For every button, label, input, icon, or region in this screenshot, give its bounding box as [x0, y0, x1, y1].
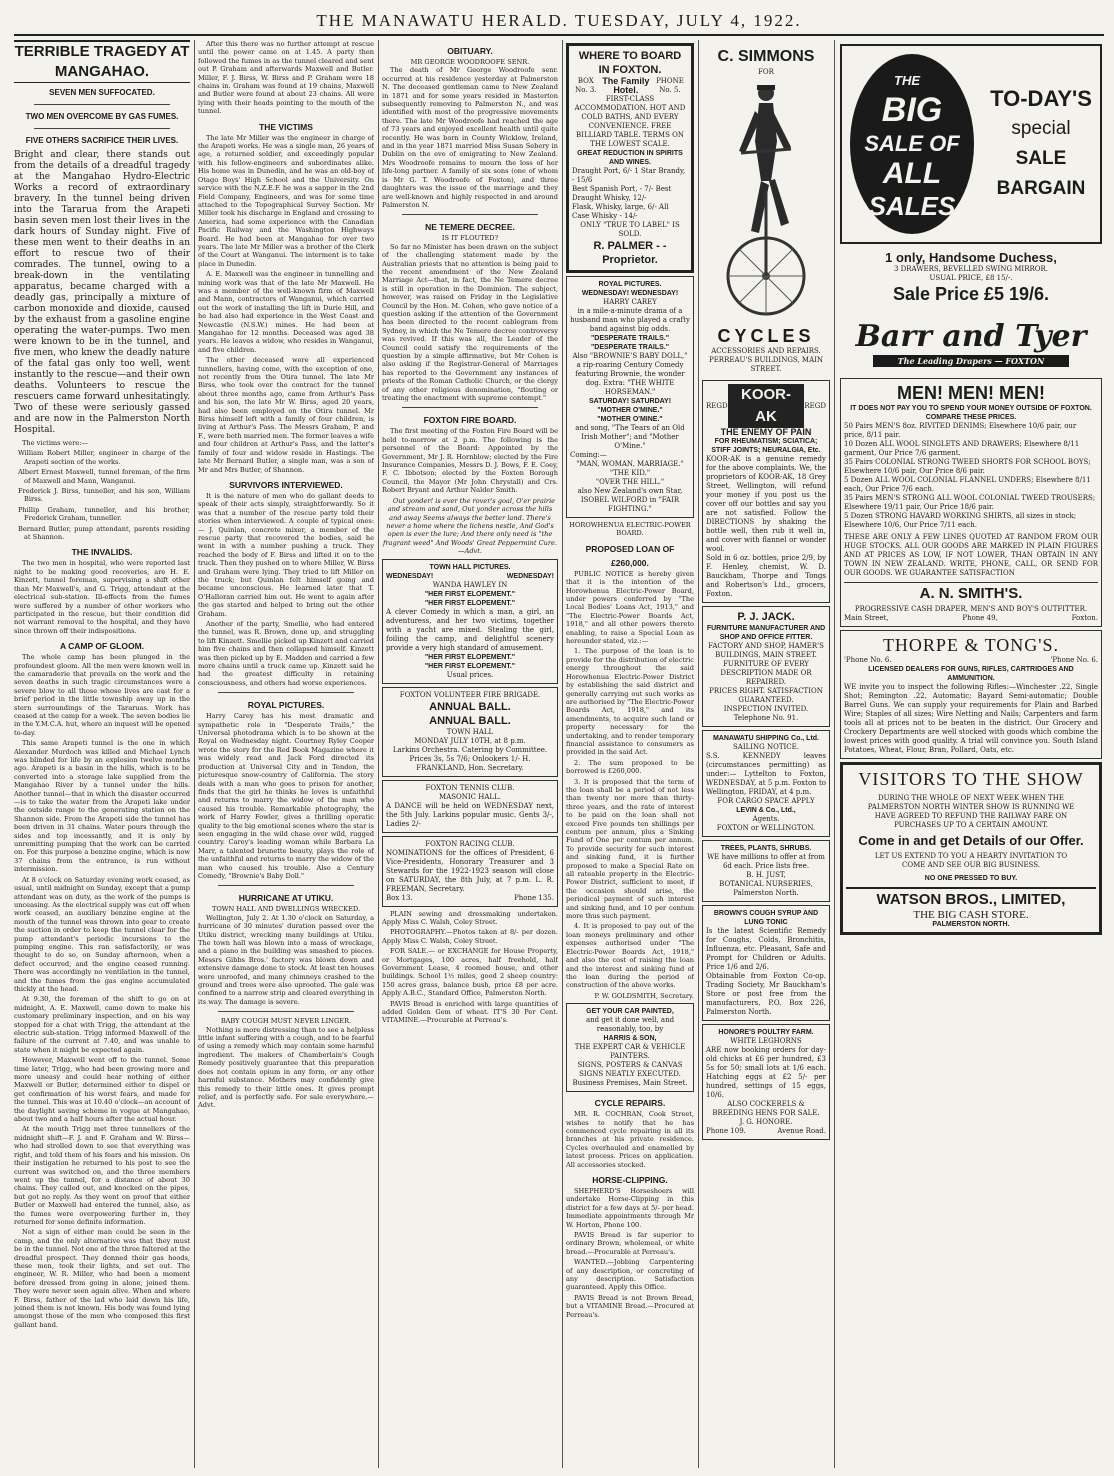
ad-body: LET US EXTEND TO YOU A HEARTY INVITATION TO COME AND SEE OUR BIG BUSINESS.	[874, 852, 1068, 869]
ad-film-title: "HER FIRST ELOPEMENT."	[424, 599, 516, 607]
simmons-cycles-ad	[702, 43, 830, 377]
royal-pictures-ad	[566, 276, 694, 518]
paragraph: Harry Carey has his most dramatic and sympathetic role in "Desperate Trails," the Universal photodrama which is to be shown at the Royal on Wednesday night. Courtney Ryley Cooper wrote the story for the Red Book Magazine where it was widely read and Jack Ford directed its production at Universal City and in Tendon, the picturesque snow-country of California. The story deals with a man who goes to prison for another, finds that the girl he thinks he loves is unfaithful and returns to marry the widow of the man who caused his trouble. Remarkable photography, the work of Harry Fowler, gives a thrilling operatic quality to the big emotional scenes where the star is seen engaging in the wild chase over wild, rugged country. Carey's leading woman while Barbara La Marr, a talented brunette beauty, plays the role of the unfaithful and returns to marry the widow of the man who caused his trouble. Also a Century Comedy, "Brownie's Baby Doll."	[198, 712, 374, 880]
ad-heading: TREES, PLANTS, SHRUBS.	[720, 845, 812, 852]
paragraph: At 9.30, the foreman of the shift to go on at midnight, A. E. Maxwell, came down to make his customary preliminary inspection, and on his way stopped for a chat with Trigg, the attendant at the electric sub-station. Trigg informed Maxwell of the failure of the current at 7.40, and was unable to state when it might be expected again.	[14, 995, 190, 1054]
big-sale-emblem-icon	[845, 47, 979, 241]
ad-address: Main Street,	[844, 614, 889, 622]
ad-body: INSPECTION INVITED.	[723, 705, 809, 713]
ad-subheading: LICENSED DEALERS FOR GUNS, RIFLES, CARTRIDGES AND AMMUNITION.	[868, 666, 1074, 682]
paragraph: However, Maxwell went off to the tunnel. Some time later, Trigg, who had been growing more and more uneasy and could hear nothing of either Maxwell or Butler, determined either to dispel or get confirmation of his worst fears, and made for the tunnel. This was at 10.40 o'clock—an account of the daylight saving scheme in vogue at Mangahao, about two and a half hours after the actual hour.	[14, 1056, 190, 1124]
ad-body: THE EXPERT CAR & VEHICLE PAINTERS.	[574, 1043, 686, 1061]
ad-venue: MASONIC HALL.	[439, 792, 501, 801]
subhead: SEVEN MEN SUFFOCATED.	[49, 88, 155, 97]
section-heading: SURVIVORS INTERVIEWED.	[229, 479, 343, 490]
ad-body: WE have millions to offer at from 6d each. Price lists free.	[707, 853, 825, 870]
ad-address: Avenue Road.	[777, 1127, 826, 1135]
ad-mark: REGD	[804, 401, 826, 410]
ad-star: WANDA HAWLEY IN	[432, 580, 508, 589]
classified-ad: PAVIS Bread is enriched with large quantities of added Golden Gem of wheat. IT'S 30 Per Cent. VITAMINE.—Procurable at Perreau's.	[382, 999, 558, 1025]
ad-body: Larkins Orchestra. Catering by Committee. Prices 3s, 5s 7/6; Onlookers 1/- H. FRANKLAND, Hon. Secretary.	[392, 745, 548, 772]
ad-name: P. J. JACK.	[737, 611, 795, 623]
notice-subheading: PROPOSED LOAN OF £260,000.	[585, 543, 675, 568]
paragraph: After this there was no further attempt at rescue until the power came on at 1.45. A party then followed the fumes in as the tunnel cleared and sent out P. Graham and afterwards Maxwell and Butler. Miller, F. J. Birss, W. Birss and P. Graham were 18 chains in. Graham was found at 19 chains, Maxwell and Butler were found at about 23 chains. All were lying with their heads pointing to the mouth of the tunnel.	[198, 40, 374, 116]
ad-body: Also "BROWNIE'S BABY DOLL," a rip-roaring Century Comedy featuring Brownie, the wonder dog. Extra: "THE WHITE HORSEMAN."	[572, 352, 688, 396]
column-4	[566, 40, 694, 1468]
big-sale-banner	[840, 44, 1102, 244]
ad-body: THESE ARE ONLY A FEW LINES QUOTED AT RANDOM FROM OUR HUGE STOCKS. ALL OUR GOODS ARE MARKED IN PLAIN FIGURES AND AT PRICES AS LOW, IF NOT LOWER, THAN OBTAIN IN ANY TOWN IN NEW ZEALAND. WRITE, PHONE, CALL, OR SEND FOR OUR GOODS. WE GUARANTEE SATISFACTION	[844, 533, 1098, 577]
ad-subheading: FOR RHEUMATISM; SCIATICA; STIFF JOINTS; NEURALGIA, Etc.	[711, 438, 821, 454]
ad-film-title: "HER FIRST ELOPEMENT."	[424, 590, 516, 598]
men-clothing-ad	[840, 378, 1102, 627]
ad-phone: PHONE No. 5.	[656, 77, 684, 94]
section-heading: THE VICTIMS	[259, 121, 313, 132]
paragraph: Nothing is more distressing than to see a helpless little infant suffering with a cough, and to be fearful of using a remedy which may contain some harmful ingredient. The makers of Chamberlain's Cough Remedy positively guarantee that this preparation does not contain opium in any form, or any other harmful substance. Mothers may confidently give this remedy to their little ones. It gives prompt relief, and is perfectly safe. For sale everywhere.—Advt.	[198, 1025, 374, 1110]
ad-day: WEDNESDAY! WEDNESDAY!	[581, 290, 679, 297]
ad-heading: FOXTON RACING CLUB.	[425, 839, 515, 848]
ad-box: BOX No. 3.	[575, 77, 597, 94]
ad-heading: MEN! MEN! MEN!	[897, 383, 1045, 403]
big-sale-the: THE	[894, 73, 920, 88]
big-sale-all: ALL	[882, 157, 942, 190]
ad-subheading: SAILING NOTICE.	[733, 743, 799, 751]
paragraph: The victims were:—	[22, 439, 89, 447]
ad-body: FURNITURE OF EVERY DESCRIPTION MADE OR REPAIRED.	[720, 660, 812, 686]
price-line: 35 Pairs MEN'S STRONG ALL WOOL COLONIAL TWEED TROUSERS; Elsewhere 19/11 pair, Our Price 18/6 pair.	[844, 494, 1096, 511]
ad-body: SIGNS, POSTERS & CANVAS SIGNS NEATLY EXECUTED.	[577, 1061, 683, 1079]
column-1	[14, 40, 190, 1468]
ad-subheading: GREAT REDUCTION IN SPIRITS AND WINES.	[577, 150, 683, 166]
section-heading: FOXTON FIRE BOARD.	[423, 415, 517, 426]
town-hall-pictures-ad	[382, 559, 558, 684]
bargain-label: BARGAIN	[996, 178, 1086, 199]
ad-note: ONLY "TRUE TO LABEL" IS SOLD.	[580, 221, 680, 238]
price-line: 5 Dozen STRONG HAVARD WORKING SHIRTS, all sizes in stock; Elsewhere 10/6, Our Price 7/11 each.	[844, 512, 1077, 529]
todays-label: TO-DAY'S	[990, 86, 1092, 111]
price-line: 10 Dozen ALL WOOL SINGLETS AND DRAWERS; Elsewhere 8/11 garment, Our Price 7/6 garment.	[844, 440, 1080, 457]
paragraph: The two men in hospital, who were reported last night to be making good recoveries, are H. E. Kinzett, tunnel foreman, supervising a shift other than Mr Maxwell's, and G. Trigg, attendant at the electrical sub-station. Ill-effects from the fumes were suffered by a number of other workers who participated in the rescue, but their condition did not warrant removal to the hospital, and they have since thrown off their indispositions.	[14, 559, 190, 635]
ad-film-title: "MOTHER O'MINE."	[597, 407, 663, 414]
ad-day: WEDNESDAY!	[506, 572, 554, 580]
ad-phone: Telephone No. 91.	[733, 714, 799, 722]
ad-body: FOR	[758, 68, 774, 76]
paragraph: This same Arapeti tunnel is the one in which Alexander Murdoch was killed and Michael Lynch was blinded for life by an explosion twelve months ago. Arapeti is a basin in the hills, which is to be converted into a storage lake supplied from the Mangahao River by a tunnel under the hills. Another tunnel—that in which the disaster occurred—is to take the water from the Arapeti lake under the outside range to the generating station on the Shannon side. From the Arapeti side the tunnel has been driven in 31 chains. Water pours through the sides and top incessantly, and it is only by unremitting pumping that the work can be carried on. For this purpose a benzine engine, which is now 37 chains from the entrance, is run without intermission.	[14, 739, 190, 874]
classified-ad: PAVIS Bread is not Brown Bread, but a VITAMINE Bread.—Procured at Perreau's.	[566, 1293, 694, 1319]
classified-ad: PAVIS Bread is far superior to ordinary Brown, wholemeal, or white bread.—Procurable at Perreau's.	[566, 1231, 694, 1256]
special-label: special	[1011, 118, 1071, 139]
ad-heading: GET YOUR CAR PAINTED,	[586, 1008, 674, 1016]
ad-star: HARRY CAREY	[603, 298, 657, 306]
ad-name: HARRIS & SON,	[603, 1035, 657, 1043]
ad-body: Agents.	[752, 815, 780, 823]
ad-address: PERREAU'S BUILDINGS, MAIN STREET.	[708, 356, 824, 373]
price-line: 50 Pairs MEN'S 8oz. RIVITED DENIMS; Elsewhere 10/6 pair, our price, 8/11 pair.	[844, 422, 1077, 439]
classified-ad: SHEPHERD'S Horseshoers will undertake Horse-Clipping in this district for a few days at 5/- per head. Immediate appointments through Mr W. Horton, Phone 100.	[566, 1186, 694, 1229]
family-hotel-ad	[566, 43, 694, 273]
ad-name: WATSON BROS., LIMITED,	[846, 887, 1096, 911]
classified-ad: WANTED.—Jobbing Carpentering of any description, or concreting of any description. Satisfaction guaranteed. Apply this Office.	[566, 1258, 694, 1292]
ad-body: S.S. KENNEDY leaves (circumstances permitting) as under:— Lyttelton to Foxton, WEDNESDAY, at 5 p.m. Foxton to Wellington, FRIDAY, at 4 p.m.	[706, 752, 826, 796]
paragraph: It is the nature of men who do gallant deeds to speak of their acts simply, straightforwardly. So it was that a number of the rescue party told their stories when interviewed. A couple of typical ones:— J. Quinlan, concrete mixer, a member of the rescue party that recovered the bodies, said he went in with a number pushing a truck. They reached the body of F. Birss and lifted it on to the truck. Then they pushed on to where Miller, W. Birss and Graham were lying. They tried to lift Miller on the truck; but Quinlan felt himself going and became unconscious. He learned later that T. O'Halloran carried him out. He went to again after the gas started and helped to bring out the other Graham.	[198, 491, 374, 618]
duchess-offer	[840, 248, 1102, 308]
ad-heading: WHERE TO BOARD IN FOXTON.	[578, 50, 682, 76]
ad-phone: 'Phone No. 6.	[1050, 656, 1098, 664]
tennis-club-ad	[382, 780, 558, 833]
poultry-farm-ad	[702, 1024, 830, 1140]
price-line: 35 Pairs COLONIAL STRONG TWEED SHORTS FOR SCHOOL BOYS; Elsewhere 10/6 pair, Our Price 8/6 pair.	[844, 458, 1091, 475]
ad-name: J. G. HONORE.	[739, 1118, 793, 1126]
ad-body: ARE now booking orders for day-old chicks at £6 per hundred, £3 5s for 50; small lots at 1/6 each. Hatching eggs at £2 5/- per hundred, settings of 15 eggs, 10/6.	[706, 1046, 826, 1099]
ad-heading: FOXTON TENNIS CLUB.	[425, 783, 515, 792]
ad-box: Box 13.	[386, 893, 413, 902]
notice-item: 1. The purpose of the loan is to provide for the distribution of electric energy throughout the said Horowhenua Electric-Power District by establishing the said district and generally carrying out such works as are authorised by "The Electric-Power Boards Act, 1918," and its amendments, to acquire such land or property necessary for the undertaking, and to render temporary financial assistance to consumers as provided in the said Act.	[566, 647, 694, 757]
column-3	[382, 40, 558, 1468]
ad-film-title: "MOTHER O'MINE."	[597, 416, 663, 423]
ad-name: LEVIN & Co., Ltd.,	[736, 807, 796, 814]
ad-day: WEDNESDAY!	[386, 572, 434, 580]
ad-body: and get it done well, and reasonably, too, by	[585, 1016, 675, 1034]
ad-town: Foxton.	[1071, 614, 1098, 622]
ad-body: and song, "The Tears of an Old Irish Mother"; and "Mother O'Mine."	[575, 424, 685, 450]
paragraph: The whole camp has been plunged in the profoundest gloom. All the men were known well in the camaraderie that prevails on the work and the seven deaths in such tragic circumstances were a severe blow to all those whose lives are cast for a brief period in the little township away up in the stern surroundings of the Tararuas. Work has ceased at the camp for a week. The seven bodies lie in the Y.M.C.A. hut, where an inquest will be opened to-day.	[14, 653, 190, 737]
ad-heading: MANAWATU SHIPPING Co., Ltd.	[712, 735, 820, 742]
thorpe-tongs-ad	[840, 630, 1102, 759]
visitors-show-ad	[840, 762, 1102, 935]
ad-venue: TOWN HALL	[446, 727, 494, 736]
big-sale-big: BIG	[881, 91, 943, 129]
section-heading: NE TEMERE DECREE.	[425, 222, 515, 233]
victim-entry: Bernard Butler, pump attendant, parents residing at Shannon.	[18, 524, 190, 542]
big-sale-sale-of: SALE OF	[864, 131, 960, 156]
ad-name: B. H. JUST,	[746, 871, 786, 879]
paragraph: The death of Mr George Woodroofe senr. occurred at his residence yesterday at Palmerston N. The deceased gentleman came to New Zealand in 1871 and for some years resided in Masterton subsequently removing to Palmerston N., and was identified with most of the progressive movements there. The late Mr Woodroofe had reached the age of 73 years and enjoyed excellent health until quite recently. He was born in County Wicklow, Ireland, and in the year 1871 married Miss Susan Sebery in Dublin on the eve of emigrating to New Zealand. Mrs Woodroofe remains to mourn the loss of her life-long partner. A family of six sons (one of whom is Mr G. T. Woodroofe of Foxton), and three daughters was the issue of the marriage and they are well-known and highly respected in and around Palmerston N.	[382, 66, 558, 209]
nursery-ad	[702, 840, 830, 902]
paragraph: The first meeting of the Foxton Fire Board will be held to-morrow at 2 p.m. The following is the personnel of the Board: Appointed by the Government, Mr J. R. Hornblow; elected by the Fire Insurance Companies, Messrs D. J. Bows, F. E. Coey, F. C. Ibbotson; elected by the Foxton Borough Council, the Mayor (Mr John Chrystall) and Crs. Robert Bryant and Arthur Nalder Smith.	[382, 427, 558, 495]
paragraph: At 8 o'clock on Saturday evening work ceased, as usual, until midnight on Sunday, except that a pump attendant was on duty, as the work of the pumps is unceasing. As the electrical supply was cut off when work ceased, an auxiliary benzine engine at the mouth of the tunnel was thrown into gear to create the suction in order to keep the tunnel clear for the pump attendant's periodic incursions to the pumping engine. This ran satisfactorily, or was thought to do so, on Sunday afternoon, when a defect occurred, and the engine ceased running. There was accordingly no ventilation in the tunnel, and the fumes from the gas engine accumulated thickly at the head.	[14, 875, 190, 993]
ad-tagline: THE ENEMY OF PAIN	[720, 427, 812, 437]
ad-body: NOMINATIONS for the offices of President, 6 Vice-Presidents, Honorary Treasurer and 3 Stewards for the 1922-1923 season will close on SATURDAY, the 8th July, at 7 p.m. L. R. FREEMAN, Secretary.	[386, 848, 554, 893]
subhead: TWO MEN OVERCOME BY GAS FUMES.	[25, 112, 179, 121]
lead-paragraph: Bright and clear, there stands out from the details of a dreadful tragedy at the Mangahao Hydro-Electric Works a record of extraordinary bravery. In the tunnel being driven into the Tararua from the Arapeti basin seven men lost their lives in the dark hours of Sunday night. Five of these men went to their deaths in an effort to rescue two of their comrades. The tunnel, owing to a break-down in the ventilating apparatus, became charged with a deadly gas, principally a mixture of carbon monoxide and dioxide, caused by the exhaust from a gasoline engine operating the water-pumps. Two men were known to be in the tunnel, and five men, who knew the deadly nature of the fatal gas only too well, went instantly to the rescue—and their own deaths. Volunteers to rescue the rescuers came forward unhesitatingly. Two of these were seriously gassed and are now in the Palmerston North Hospital.	[14, 150, 190, 435]
ad-phone: Phone 49,	[962, 614, 998, 622]
ad-phone: Phone 135.	[514, 893, 554, 902]
ad-day: SATURDAY! SATURDAY!	[588, 398, 672, 405]
poem: Out yonder! is ever the rover's goal, O'er prairie and stream and sand, Out yonder across the hills and away Seems always the better land. There's never a home where the lichens nestle, And God's open is ever the lure; And there only need is "the fragrant weed" And Woods' Great Peppermint Cure.—Advt.	[382, 496, 558, 556]
ad-film-title: "HER FIRST ELOPEMENT."	[424, 653, 516, 661]
todays-bargain	[982, 46, 1100, 242]
ad-name: C. SIMMONS	[717, 48, 815, 65]
barr-tyer-logo	[840, 316, 1102, 370]
notice-item: 3. It is proposed that the term of the loan shall be a period of not less than twenty nor more than thirty-three years, and the rate of interest to be paid on the loan shall not exceed Five pounds ten shillings per centum per annum, plus a Sinking Fund of One per centum per annum. To provide security for such interest and sinking fund, it is further proposed to make a Special Rate on all rateable property in the Electric-Power District, sufficient to meet, if the occasion should arise, the periodical payment of such interest and sinking fund, and 10 per centum more thus such payment.	[566, 777, 694, 921]
paragraph: At the mouth Trigg met three tunnellers of the midnight shift—F. J. and F. Graham and W. Birss—who had strolled down to see that everything was right, and told them of his fears and his mission. On their instigation he returned to his post to see the current was switched on, and the three members went up the tunnel, for a distance of about 30 chains. They called out, and knocked on the pipes, but got no reply. As they went on proof that either Butler or Maxwell had entered the tunnel, also, as the fumes were overpowering further in, they returned for some definite information.	[14, 1125, 190, 1226]
column-6	[840, 40, 1102, 1468]
price-line: Draught Port, 6/- 1 Star Brandy, - 15/6	[572, 167, 686, 184]
ad-heading: FOXTON VOLUNTEER FIRE BRIGADE.	[399, 690, 541, 699]
ad-body: KOOR-AK is a genuine remedy for the above complaints. We, the proprietors of KOOR-AK, 18 Grey Street, Wellington, will refund your money if you post us the cover off our bottles and say you are not satisfied. Follow the DIRECTIONS by shaking the bottle well, then rub it well in, and cover with flannel or wonder wool.	[706, 455, 826, 553]
ad-body: FOXTON or WELLINGTON.	[716, 824, 816, 832]
notice-paragraph: PUBLIC NOTICE is hereby given that it is the intention of the Horowhenua Electric-Power Board, under powers conferred by "The Local Bodies' Loans Act, 1913," and "The Electric-Power Boards Act, 1918," and all other powers thereto enabling, to raise a Special Loan as hereunder stated, viz.:—	[566, 569, 694, 646]
sale-label: SALE	[1015, 148, 1067, 169]
brand-name: KOOR-AK	[728, 384, 805, 428]
classified-ad: MR. R. COCHRAN, Cook Street, wishes to notify that he has commenced cycle repairing in all its branches at his private residence. Cycles overhauled and enamelled by latest process. Prices on application. All accessories stocked.	[566, 1110, 694, 1169]
ad-heading: BROWN'S COUGH SYRUP AND LUNG TONIC	[713, 910, 819, 926]
ad-heading: TOWN HALL PICTURES.	[429, 563, 511, 571]
ad-film-title: "DESPERATE TRAILS."	[590, 344, 670, 351]
ad-body: WE invite you to inspect the following Rifles:—Winchester .22, Single Shot; Remington .22, Automatic; Bayard Semi-automatic; Double Barrel Guns. We can supply your requirements for Plain and Barbed Wire; Staples of all sizes; Wire Netting and Nails; Carpenters and farm tools all at prices not to be beaten in the district. Our Grocery and Crockery Departments are well stocked with goods which combine the lowest prices with good quality. A trial will convince you. South Island Potatoes, Wheat, Flour, Bran, Pollard, Oats, etc.	[844, 683, 1098, 754]
ad-coming: Coming:—	[570, 451, 607, 459]
section-heading: ROYAL PICTURES.	[247, 700, 325, 711]
shipping-ad	[702, 730, 830, 837]
victim-entry: Frederick J. Birss, tunneller, and his son, William Birss.	[18, 487, 190, 504]
ad-body: in a mile-a-minute drama of a husband man who played a crafty band against big odds.	[570, 307, 690, 333]
victim-entry: Albert Ernest Maxwell, tunnel foreman, of the firm of Maxwell and Mann, Wanganui.	[18, 468, 190, 485]
paragraph: Wellington, July 2. At 1.30 o'clock on Saturday, a hurricane of 30 minutes' duration passed over the Utiku district, wrecking many buildings at Utiku. The town hall was blown into a mass of wreckage, and a piano in the building was smashed to pieces. Messrs Gibbs Bros.' factory was blown down and extensive damage done to stock. At least ten houses were unroofed, and many chimneys crashed to the ground and trees were also uprooted. The gale was confined to a narrow strip and cleared everything in its way. The damage is severe.	[198, 913, 374, 1006]
ad-phone: Phone 109.	[706, 1127, 746, 1135]
barr-tyer-name: Barr and Tyer	[855, 319, 1087, 354]
big-sale-sales: SALES	[868, 191, 956, 221]
ad-body: FOR CARGO SPACE APPLY	[717, 797, 815, 805]
subhead: IS IT FLOUTED?	[441, 234, 499, 243]
column-5	[702, 40, 830, 1468]
subhead: MR GEORGE WOODROOFE SENR.	[410, 58, 530, 66]
ad-name: A. N. SMITH'S.	[844, 582, 1098, 605]
ad-body: PROGRESSIVE CASH DRAPER, MEN'S AND BOY'S OUTFITTER.	[854, 605, 1088, 613]
ad-film-title: "HER FIRST ELOPEMENT."	[424, 662, 516, 670]
cyclist-illustration-icon	[711, 81, 821, 321]
ad-note: NO ONE PRESSED TO BUY.	[924, 875, 1018, 882]
price-line: Best Spanish Port, - 7/- Best Draught Whisky, 12/-	[572, 185, 672, 202]
ad-heading: VISITORS TO THE SHOW	[858, 769, 1084, 789]
ad-title: ANNUAL BALL.	[429, 714, 511, 727]
paragraph: So far no Minister has been drawn on the subject of the challenging statement made by the Australian priests that no attention is being paid to the recent amendment of the New Zealand Marriage Act—that, in fact, the Ne Temere decree is still in operation in the Dominion. The subject, however, was raised on Friday in the Legislative Council by the Hon. M. Cohen, who gave notice of a question asking if the attention of the Government has been directed to the recent cablegram from Sydney, in which the Ne Temere decree controversy was revived. If this was all, the Leader of the Council could satisfy the requirements of the question by a simple affirmative, but Mr Cohen is also asking if the Registrar-General of Marriages has reported to the Government any instances of priests of the Roman Catholic Church, or the clergy of any other religious denomination, "flouting or treating the enactment with supreme contempt."	[382, 242, 558, 403]
masthead: THE MANAWATU HERALD. TUESDAY, JULY 4, 1922.	[14, 8, 1104, 36]
fire-brigade-ball-ad	[382, 687, 558, 777]
paragraph: The late Mr Miller was the engineer in charge of the Arapeti works. He was a single man, 26 years of age, a returned soldier, and exceedingly popular with his fellow-engineers and subordinates alike. His home was in Dunedin, and he was an old-boy of Otago Boys' High School and the University. On service with the N.Z.E.F. he was a sapper in the 2nd Field Company, Engineers, and was for some time attached to the Topographical Survey Section. Mr Miller took his discharge in England and crossing to America, had some experience with the Canadian Pacific Railway and the Washington Highways Board. He had been at Mangahao for over two years. The late Mr Miller was a brother of the Clerk of the Court at Wanganui. The interment is to take place in Dunedin.	[198, 133, 374, 268]
section-heading: CYCLE REPAIRS.	[594, 1098, 666, 1109]
racing-club-ad	[382, 836, 558, 907]
ad-subheading: FURNITURE MANUFACTURER AND SHOP AND OFFICE FITTER.	[706, 625, 826, 641]
ad-film-title: "DESPERATE TRAILS."	[590, 335, 670, 342]
ad-body: DURING THE WHOLE OF NEXT WEEK WHEN THE PALMERSTON NORTH WINTER SHOW IS RUNNING WE HAVE AGREED TO REFUND THE RAILWAY FARE ON PURCHASES UP TO A CERTAIN AMOUNT.	[867, 794, 1075, 829]
paragraph: Another of the party, Smellie, who had entered the tunnel, was R. Brown, done up, and struggling to lift Kinzett. Smellie picked up Kinzett and carried him five chains and then collapsed himself. Kinzett was then picked up by E. Madden and carried a few more chains until a truck came up. Kinzett said he had the greatest difficulty in retaining consciousness, and others had worse experiences.	[198, 620, 374, 687]
ad-body: PRICES RIGHT. SATISFACTION GUARANTEED.	[709, 687, 823, 704]
big-sale-roundel	[842, 46, 982, 242]
ad-name: THORPE & TONG'S.	[882, 635, 1060, 655]
ad-phone: 'Phone No. 6.	[844, 656, 892, 664]
section-heading: OBITUARY.	[447, 46, 493, 56]
koorak-ad	[702, 380, 830, 603]
ad-heading: HONORE'S POULTRY FARM.	[718, 1029, 814, 1036]
ad-callout: Come in and get Details of our Offer.	[858, 833, 1084, 848]
price-line: 5 Dozen ALL WOOL COLONIAL FLANNEL UNDERS; Elsewhere 8/11 each, Our Price 7/6 each.	[844, 476, 1091, 493]
ad-body: THE BIG CASH STORE.	[913, 909, 1029, 921]
ad-prices: Usual prices.	[446, 670, 494, 679]
ad-coming-item: "THE KID."	[609, 469, 651, 477]
ad-body: A DANCE will be held on WEDNESDAY next, the 5th July. Larkins popular music. Gents 3/-, Ladies 2/-	[386, 801, 554, 828]
ad-coming-item: "OVER THE HILL."	[595, 478, 665, 486]
ad-date: MONDAY JULY 10TH, at 8 p.m.	[414, 736, 526, 745]
classified-ad: PLAIN sewing and dressmaking undertaken. Apply Miss C. Walsh, Coley Street.	[382, 909, 558, 926]
ad-address: Business Premises, Main Street.	[572, 1079, 688, 1088]
notice-item: 2. The sum proposed to be borrowed is £260,000.	[566, 758, 694, 776]
ad-mark: REGD	[706, 401, 728, 410]
notice-item: 4. It is proposed to pay out of the loan moneys preliminary and other expenses authorised under "The Electric-Power Boards Act, 1918," and also the cost of raising the loan and the interest and sinking fund of the loan during the period of construction of the above works.	[566, 922, 694, 990]
subhead: FIVE OTHERS SACRIFICE THEIR LIVES.	[25, 136, 179, 145]
ad-title: CYCLES	[717, 326, 815, 346]
section-heading: A CAMP OF GLOOM.	[59, 641, 145, 652]
ad-body: FIRST-CLASS ACCOMMODATION. HOT AND COLD BATHS, AND EVERY CONVENIENCE. FREE BILLIARD TABLE. TERMS ON THE LOWEST SCALE.	[574, 95, 686, 148]
harris-son-ad	[566, 1003, 694, 1092]
proprietor: R. PALMER - - Proprietor.	[593, 240, 667, 266]
classified-ad: PHOTOGRAPHY.—Photos taken at 8/- per dozen. Apply Miss C. Walsh, Coley Street.	[382, 928, 558, 945]
ad-body: Sold in 6 oz. bottles, price 2/9, by F. Henley, chemist, W. D. Bauckham, Thorpe and Tongs and Robertson's Ltd., grocers, Foxton.	[706, 554, 826, 598]
ad-title: ANNUAL BALL.	[429, 700, 511, 713]
cough-syrup-ad	[702, 905, 830, 1021]
offer-title: 1 only, Handsome Duchess,	[885, 250, 1057, 265]
section-heading: THE INVALIDS.	[71, 547, 133, 558]
ad-body: A clever Comedy in which a man, a girl, an adventuress, and her two victims, together with a yacht are mixed. Stealing the girl, foiling the camp, and delightful scenery provide a very high standard of amusement.	[386, 607, 554, 652]
pj-jack-ad	[702, 606, 830, 727]
ad-town: PALMERSTON NORTH.	[932, 921, 1010, 928]
ad-subheading: WHITE LEGHORNS	[730, 1037, 802, 1045]
section-heading: HURRICANE AT UTIKU.	[238, 893, 334, 904]
ad-coming-item: "MAN, WOMAN, MARRIAGE."	[576, 460, 684, 468]
price-line: Flask, Whisky, large, 6/- All Case Whisky - 14/-	[572, 203, 669, 220]
notice-heading: HOROWHENUA ELECTRIC-POWER BOARD.	[569, 521, 691, 538]
paragraph: A. E. Maxwell was the engineer in tunnelling and mining work was that of the late Mr Maxwell. He was a member of the well-known firm of Maxwell and Mann, contractors of Wanganui, which carried out the work of installing the lift in Durie Hill, and he had also had experience in the West Coast and Newcastle (N.S.W.) mines. He had been at Mangahao for 12 months. Deceased was aged 38 years. He leaves a widow, who resides in Wanganui, and five children.	[198, 270, 374, 354]
offer-desc: 3 DRAWERS, BEVELLED SWING MIRROR.	[894, 265, 1048, 273]
section-heading: BABY COUGH MUST NEVER LINGER.	[220, 1017, 352, 1026]
offer-sale-price: Sale Price £5 19/6.	[892, 284, 1050, 304]
paragraph: Not a sign of either man could be seen in the camp, and the only alternative was that they must be in the tunnel. Not one of the three faltered at the dreadful prospect. They donned their gas hoods, these men, took their lights, and set out. The engineer, W. R. Miller, who had been a moment before dressed from going in alone, joined them. They were never seen again alive. When and where F. Birss, father of the lad who laid down his life, joined them is not known. His body was found lying amongst those of the men who composed this first gallant band.	[14, 1228, 190, 1329]
notice-signature: P. W. GOLDSMITH, Secretary.	[594, 991, 694, 1000]
section-heading: HORSE-CLIPPING.	[592, 1174, 668, 1185]
victim-entry: William Robert Miller, engineer in charge of the Arapeti section of the works.	[18, 449, 190, 466]
column-2	[198, 40, 374, 1468]
classified-ad: FOR SALE.— or EXCHANGE for House Property, or Mortgages, 100 acres, half freehold, half Government Lease, 4 roomed house, and other buildings. School 1½ miles, good 2 sheep country: 150 acres grass, balance bush, price £8 per acre. Apply A.B.C., Standard Office, Palmerston North.	[382, 947, 558, 998]
headline: TERRIBLE TRAGEDY AT MANGAHAO.	[14, 40, 190, 83]
ad-address: BOTANICAL NURSERIES, Palmerston North.	[719, 880, 813, 897]
ad-body: Is the latest Scientific Remedy for Coughs, Colds, Bronchitis, Influenza, etc. Pleasant, Safe and Prompt for Children or Adults. Price 1/6 and 2/6.	[706, 927, 826, 971]
ad-heading: ROYAL PICTURES.	[598, 281, 662, 288]
subhead: TOWN HALL AND DWELLINGS WRECKED.	[211, 905, 361, 914]
ad-body: ALSO COCKERELS & BREEDING HENS FOR SALE.	[712, 1100, 820, 1117]
offer-usual: USUAL PRICE, £8 15/-.	[929, 274, 1013, 282]
ad-address: FACTORY AND SHOP, HAMER'S BUILDINGS, MAIN STREET.	[708, 642, 824, 659]
barr-tyer-tagline: The Leading Drapers — FOXTON	[873, 355, 1069, 367]
ad-body: Obtainable from Foxton Co-op. Trading Society, Mr Bauckham's Store or post free from the manufacturers, P.O. Box 226, Palmerston North.	[706, 972, 826, 1016]
ad-subheading: IT DOES NOT PAY YOU TO SPEND YOUR MONEY OUTSIDE OF FOXTON. COMPARE THESE PRICES.	[850, 405, 1092, 421]
hotel-name: The Family Hotel.	[602, 76, 650, 95]
ad-body: also New Zealand's own Star, ISOBEL WILFORD in "FAIR FIGHTING."	[577, 487, 683, 513]
victim-entry: Phillip Graham, tunneller, and his brother, Frederick Graham, tunneller.	[18, 505, 190, 523]
paragraph: The other deceased were all experienced tunnellers, having come, with the exception of one, not recently from the Otira tunnel. The late Mr Birss, who took over the contract for the tunnel about three months ago, came from Arthur's Pass and his son, the late Mr W. Birss, aged 20 years, had also been employed on the Otira tunnel. Mr Birss himself left with a family of four children, is living at Arthur's Pass. The Messrs Graham, P. and F., were both married men. The former leaves a wife and four children at Arthur's Pass, and the latter's family of four and widow reside in Hastings. The late Mr Bernard Butler, a single man, was a son of Mr and Mrs Butler, of Shannon.	[198, 356, 374, 474]
ad-body: ACCESSORIES AND REPAIRS.	[711, 347, 821, 355]
